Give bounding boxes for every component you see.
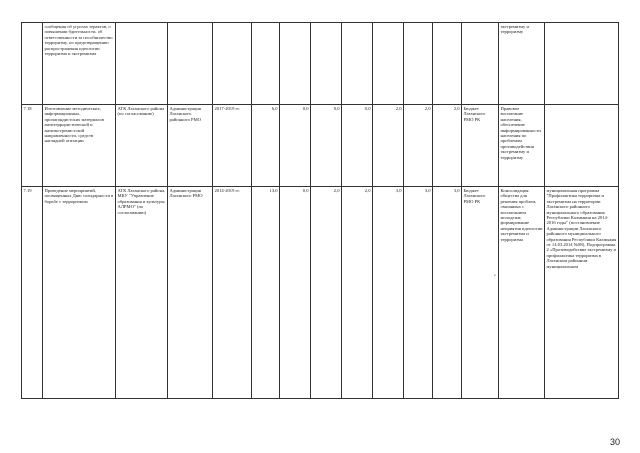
table-cell: 0,0 [280,187,311,399]
table-cell: АТК Лаганского района, МКУ "Управление образования и культуры АЛРМО" (по согласованию) [116,187,168,399]
table-cell: Администрация Лаганского районного РМО [168,105,213,187]
table-cell: 2,0 [404,105,433,187]
page-number: 30 [609,437,620,447]
table-cell: 2014-2019 гг. [213,187,252,399]
table-cell: 0,0 [311,105,342,187]
table-cell: 2,0 [311,187,342,399]
table-cell: 6,0 [252,105,280,187]
table-cell [462,23,499,105]
table-cell [22,23,43,105]
table-cell [373,23,404,105]
table-cell: АТК Лаганского района (по согласованию) [116,105,168,187]
table-cell: 13,0 [252,187,280,399]
table-cell [545,105,619,187]
table-cell: Проведение мероприятий, посвященных Дню солидарности в борьбе с терроризмом [43,187,116,399]
table-cell [213,23,252,105]
table-cell: 3,0 [433,187,462,399]
table-cell [342,23,373,105]
table-row [22,105,619,187]
table-cell: 0,0 [280,105,311,187]
table-cell: муниципальная программа "Профилактика терроризма и экстремизма на территории Лаганского районного муниципального образования Республики Калмыкия на 2014-2016 годы" (постановление Администрации Лаганского районного муниципального образования Республики Калмыкия от 14.03.2014 №88), Подпрограмма 2 «Противодействие экстремизму и профилактика терроризма в Лаганском районном муниципальном [545,187,619,399]
table-cell: Бюджет Лаганского РМО РК [462,187,499,399]
table-cell [168,23,213,105]
table-cell [404,23,433,105]
table-cell: 3,0 [373,187,404,399]
table-cell: Правовое воспитание населения, обеспечение информированности населения по проблемам противодействия экстремизму и терроризму [499,105,545,187]
table-cell [545,23,619,105]
table-cell: 0,0 [342,105,373,187]
table-cell: 2017-2019 гг. [213,105,252,187]
table-cell: экстремизму и терроризму [499,23,545,105]
table-cell [311,23,342,105]
table-cell: 3,0 [404,187,433,399]
table-cell: Изготовление методических, информационных, пропагандистских материалов антитеррористической и антиэкстремистской направленности, средств наглядной агитации [43,105,116,187]
table-cell: 7.19 [22,187,43,399]
table-cell [280,23,311,105]
scan-mark: • [494,274,496,279]
table-cell: Бюджет Лаганского РМО РК [462,105,499,187]
table-cell: 7.18 [22,105,43,187]
table-row [22,23,619,105]
table-cell: Консолидация общества для решения проблем, связанных с воспитанием молодежи; формирование неприятия идеологии экстремизма и терроризма [499,187,545,399]
program-table [21,22,619,399]
table-row [22,187,619,399]
table-cell: 2,0 [433,105,462,187]
table-cell: 2,0 [373,105,404,187]
table-cell: 2,0 [342,187,373,399]
table-cell [116,23,168,105]
table-cell: Администрация Лаганского РМО [168,187,213,399]
table-cell [433,23,462,105]
table-cell: сообщения об угрозах терактов, о повышении бдительности, об ответственности за пособничество терроризму, по предотвращению распространения идеологии терроризма и экстремизма [43,23,116,105]
table-cell [252,23,280,105]
